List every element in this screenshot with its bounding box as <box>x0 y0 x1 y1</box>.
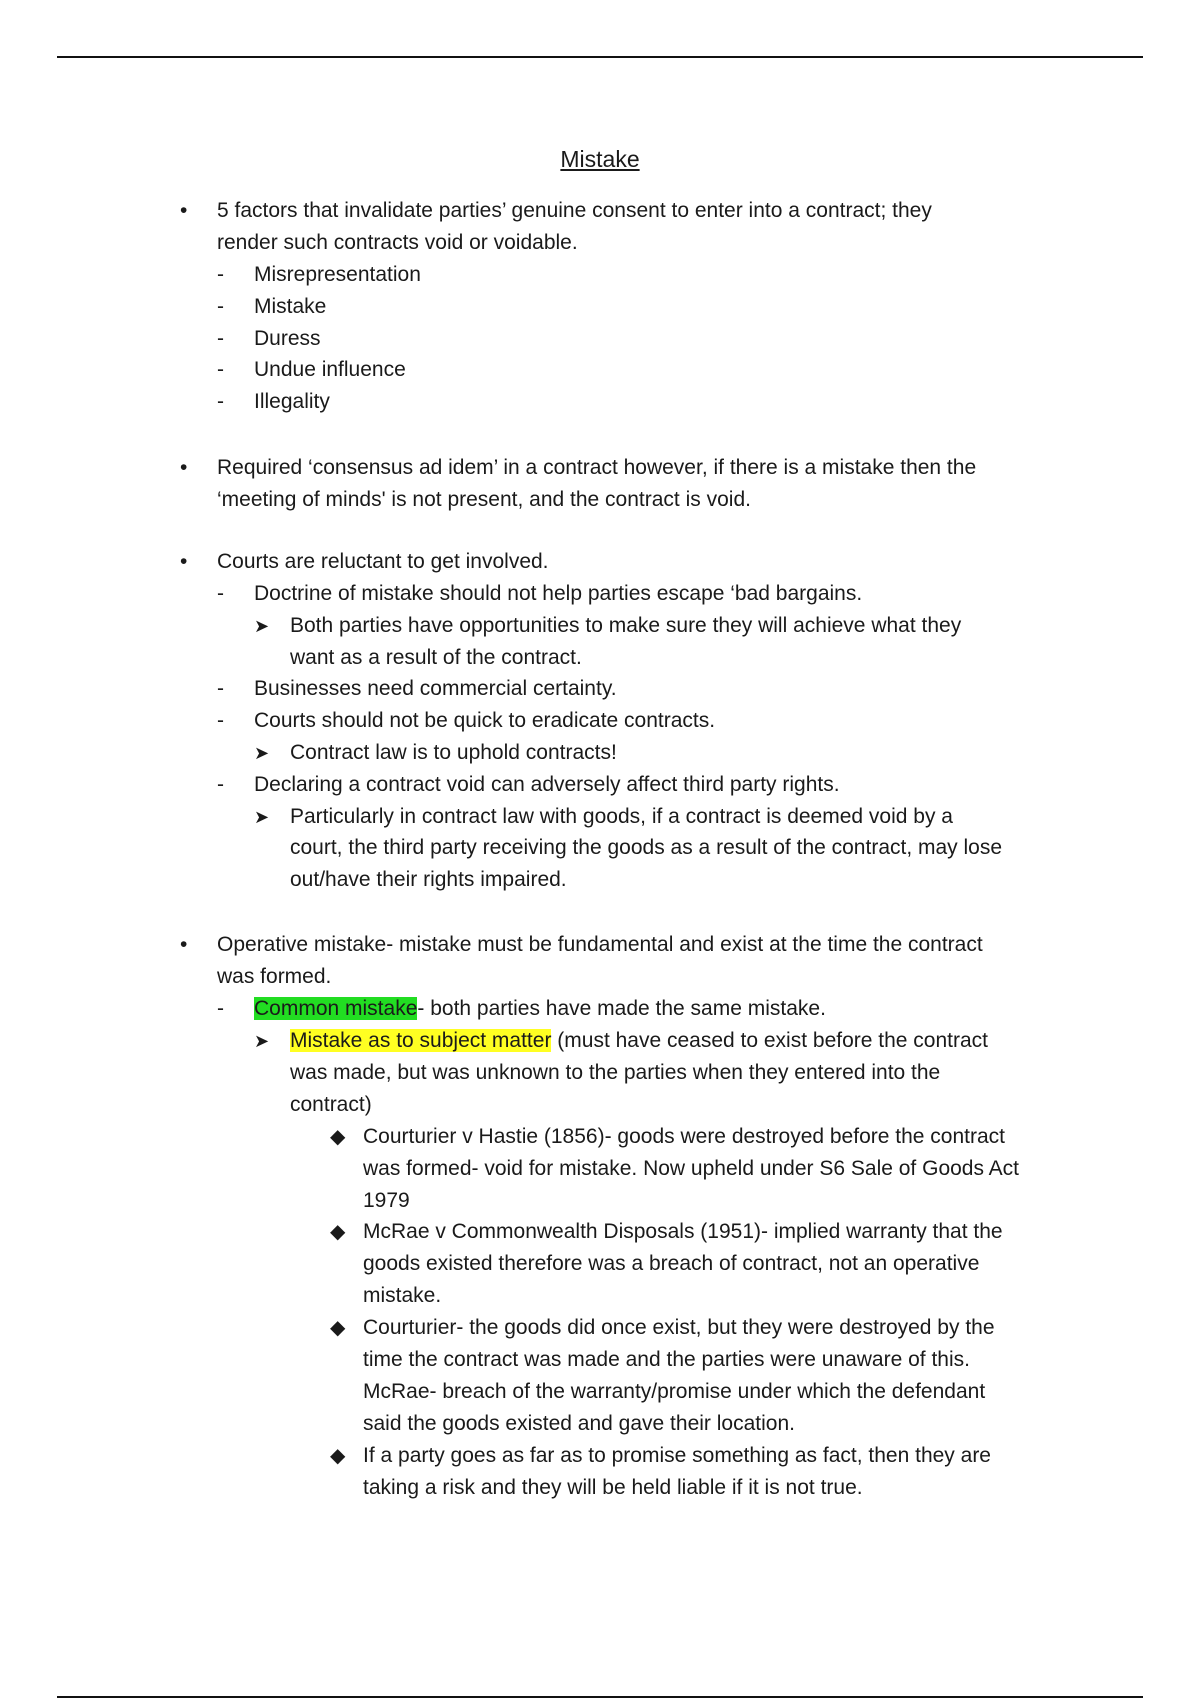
s4-case-1-line2: was formed- void for mistake. Now upheld under S6 Sale of Goods Act <box>363 1157 1019 1180</box>
s4-arrow-1-rest: (must have ceased to exist before the contract <box>551 1029 988 1052</box>
s4-case-2-line1: McRae v Commonwealth Disposals (1951)- implied warranty that the <box>363 1220 1003 1243</box>
s4-text-line1: Operative mistake- mistake must be fundamental and exist at the time the contract <box>217 933 983 956</box>
dash-marker: - <box>217 997 224 1020</box>
s4-case-3-line3: McRae- breach of the warranty/promise under which the defendant <box>363 1380 986 1403</box>
s3-text: Courts are reluctant to get involved. <box>217 550 549 573</box>
s3-arrow-4-line2: court, the third party receiving the goods as a result of the contract, may lose <box>290 836 1003 859</box>
s4-case-4-line2: taking a risk and they will be held liable if it is not true. <box>363 1476 863 1499</box>
arrow-marker: ➤ <box>254 616 270 636</box>
s3-arrow-1-line1: Both parties have opportunities to make sure they will achieve what they <box>290 614 962 637</box>
s3-dash-1: Doctrine of mistake should not help parties escape ‘bad bargains. <box>254 582 863 605</box>
dash-marker: - <box>217 709 224 732</box>
s4-case-3-line2: time the contract was made and the parties were unaware of this. <box>363 1348 970 1371</box>
footer-rule <box>57 1696 1143 1698</box>
dash-marker: - <box>217 327 224 350</box>
header-rule <box>57 56 1143 58</box>
s4-case-3-line1: Courturier- the goods did once exist, but they were destroyed by the <box>363 1316 995 1339</box>
dash-marker: - <box>217 773 224 796</box>
s4-case-2-line3: mistake. <box>363 1284 442 1307</box>
subject-matter-highlight: Mistake as to subject matter <box>290 1029 552 1052</box>
bullet-marker: • <box>180 933 188 956</box>
s2-text-line1: Required ‘consensus ad idem’ in a contract however, if there is a mistake then the <box>217 456 977 479</box>
s4-text-line2: was formed. <box>217 965 332 988</box>
arrow-marker: ➤ <box>254 807 270 827</box>
s4-case-2-line2: goods existed therefore was a breach of contract, not an operative <box>363 1252 980 1275</box>
s1-item-3: Duress <box>254 327 321 350</box>
s4-case-1-line3: 1979 <box>363 1189 410 1212</box>
dash-marker: - <box>217 358 224 381</box>
s3-dash-3: Courts should not be quick to eradicate contracts. <box>254 709 716 732</box>
bullet-marker: • <box>180 456 188 479</box>
s1-item-1: Misrepresentation <box>254 263 421 286</box>
s1-item-2: Mistake <box>254 295 327 318</box>
s4-dash-1 <box>254 993 826 1025</box>
s4-dash-1-rest: - both parties have made the same mistake. <box>417 997 826 1020</box>
dash-marker: - <box>217 390 224 413</box>
s4-case-4-line1: If a party goes as far as to promise something as fact, then they are <box>363 1444 991 1467</box>
s3-dash-4: Declaring a contract void can adversely affect third party rights. <box>254 773 840 796</box>
s4-case-3-line4: said the goods existed and gave their location. <box>363 1412 795 1435</box>
s1-text-line2: render such contracts void or voidable. <box>217 231 578 254</box>
s1-text-line1: 5 factors that invalidate parties’ genuine consent to enter into a contract; they <box>217 199 932 222</box>
s4-case-1-line1: Courturier v Hastie (1856)- goods were destroyed before the contract <box>363 1125 1005 1148</box>
s3-arrow-4-line3: out/have their rights impaired. <box>290 868 567 891</box>
s4-arrow-1-line1 <box>290 1025 988 1057</box>
s1-item-5: Illegality <box>254 390 330 413</box>
diamond-marker: ◆ <box>330 1126 346 1148</box>
s4-arrow-1-line3: contract) <box>290 1093 372 1116</box>
s3-dash-2: Businesses need commercial certainty. <box>254 677 617 700</box>
dash-marker: - <box>217 295 224 318</box>
diamond-marker: ◆ <box>330 1221 346 1243</box>
dash-marker: - <box>217 677 224 700</box>
arrow-marker: ➤ <box>254 743 270 763</box>
s3-arrow-3: Contract law is to uphold contracts! <box>290 741 617 764</box>
s2-text-line2: ‘meeting of minds' is not present, and the contract is void. <box>217 488 751 511</box>
s3-arrow-1-line2: want as a result of the contract. <box>290 646 582 669</box>
bullet-marker: • <box>180 550 188 573</box>
diamond-marker: ◆ <box>330 1317 346 1339</box>
s1-item-4: Undue influence <box>254 358 406 381</box>
s4-arrow-1-line2: was made, but was unknown to the parties when they entered into the <box>290 1061 941 1084</box>
bullet-marker: • <box>180 199 188 222</box>
s3-arrow-4-line1: Particularly in contract law with goods, if a contract is deemed void by a <box>290 805 953 828</box>
page-title: Mistake <box>560 146 640 172</box>
dash-marker: - <box>217 582 224 605</box>
dash-marker: - <box>217 263 224 286</box>
diamond-marker: ◆ <box>330 1445 346 1467</box>
arrow-marker: ➤ <box>254 1031 270 1051</box>
common-mistake-highlight: Common mistake <box>254 997 418 1020</box>
